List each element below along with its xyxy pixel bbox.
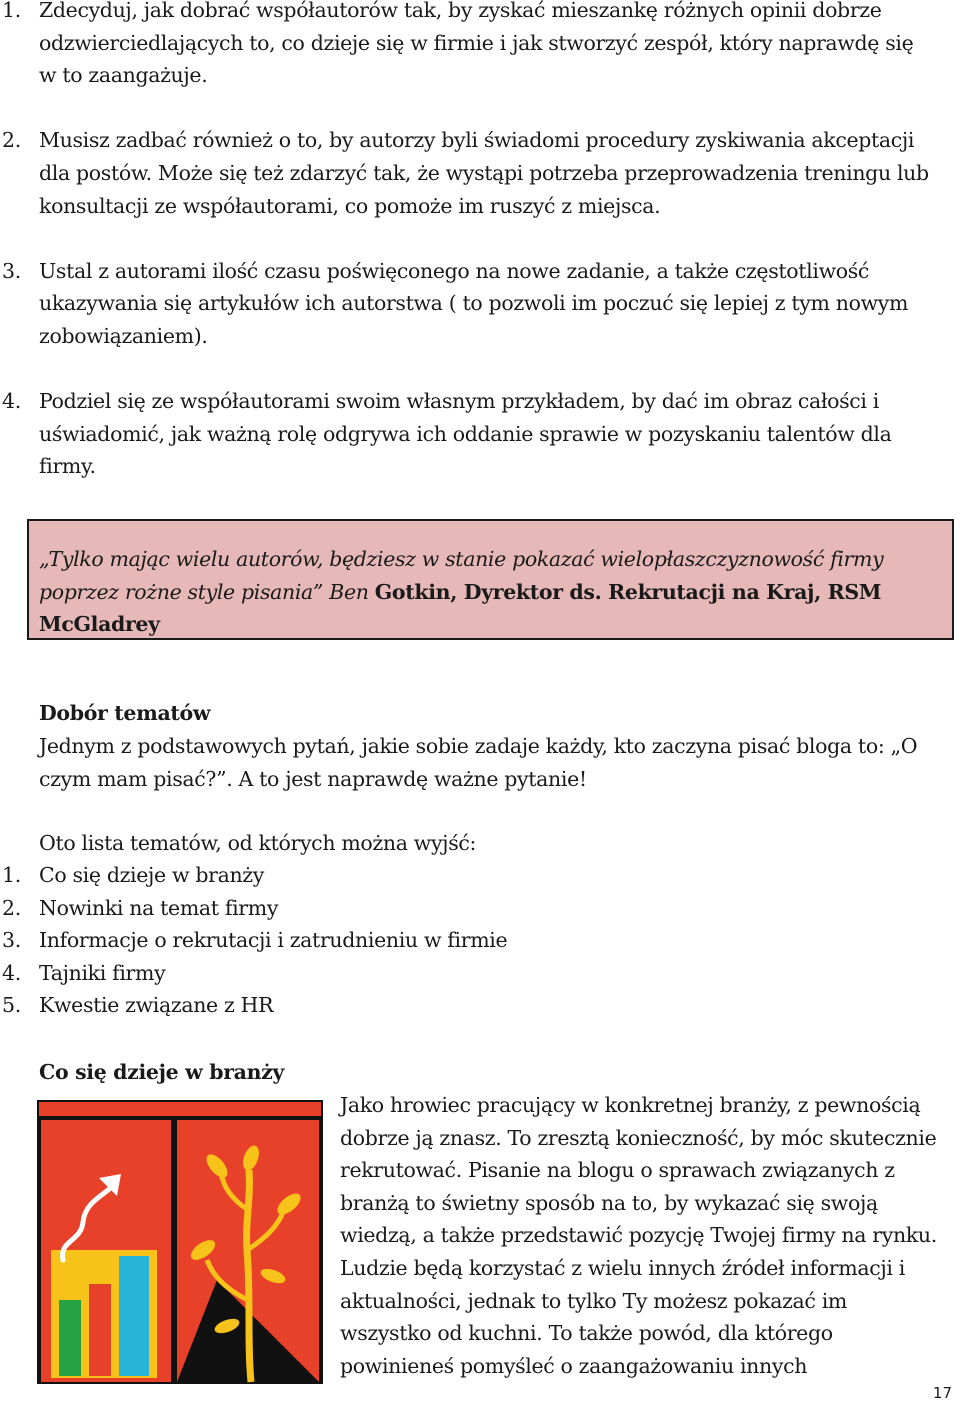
topic-item <box>0 924 945 957</box>
step-line: Ustal z autorami ilość czasu poświęconego na nowe zadanie, a także częstotliwość <box>39 258 870 283</box>
topic-item <box>0 892 945 925</box>
topic-number: 1. <box>2 863 21 887</box>
step-item-1 <box>0 0 945 92</box>
industry-line: wszystko od kuchni. To także powód, dla którego <box>340 1321 833 1346</box>
step-line: Zdecyduj, jak dobrać współautorów tak, by zyskać mieszankę różnych opinii dobrze <box>39 0 882 22</box>
step-item-4 <box>0 385 945 483</box>
topic-number: 5. <box>2 993 21 1018</box>
step-number: 3. <box>2 258 21 283</box>
quote-box <box>27 519 954 640</box>
topic-item <box>0 989 945 1022</box>
topic-label: Informacje o rekrutacji i zatrudnieniu w firmie <box>39 928 508 953</box>
step-line: odzwierciedlających to, co dzieje się w firmie i jak stworzyć zespół, który naprawdę się <box>39 30 914 55</box>
step-line: w to zaangażuje. <box>39 63 208 88</box>
art-bar-red <box>89 1284 111 1376</box>
topics-intro-line: Jednym z podstawowych pytań, jakie sobie zadaje każdy, kto zaczyna pisać bloga to: „O <box>39 734 918 758</box>
topics-heading: Dobór tematów <box>39 701 211 725</box>
topics-list <box>0 859 945 1022</box>
topic-label: Nowinki na temat firmy <box>39 895 279 920</box>
quote-text <box>39 543 939 641</box>
industry-line: aktualności, jednak to tylko Ty możesz pokazać im <box>340 1288 848 1313</box>
step-line: dla postów. Może się też zdarzyć tak, że wystąpi potrzeba przeprowadzenia treningu lub <box>39 160 929 185</box>
quote-author-company: McGladrey <box>39 612 160 637</box>
page-number: 17 <box>932 1384 952 1402</box>
industry-line: wiedzą, a także przedstawić pozycję Twojej firmy na rynku. <box>340 1223 937 1248</box>
industry-text <box>340 1089 955 1382</box>
step-line: konsultacji ze współautorami, co pomoże im ruszyć z miejsca. <box>39 193 661 218</box>
steps-list <box>0 0 945 516</box>
topic-number: 2. <box>2 895 21 920</box>
topics-list-intro: Oto lista tematów, od których można wyjść: <box>39 831 477 855</box>
growth-illustration <box>37 1100 323 1384</box>
step-line: Musisz zadbać również o to, by autorzy byli świadomi procedury zyskiwania akceptacji <box>39 128 915 153</box>
art-top-band <box>39 1102 321 1116</box>
topic-number: 4. <box>2 960 21 985</box>
industry-heading: Co się dzieje w branży <box>39 1060 284 1084</box>
step-line: firmy. <box>39 454 96 479</box>
topic-label: Kwestie związane z HR <box>39 993 274 1018</box>
step-number: 4. <box>2 389 21 414</box>
industry-line: dobrze ją znasz. To zresztą konieczność, by móc skutecznie <box>340 1125 937 1150</box>
step-line: zobowiązaniem). <box>39 323 208 348</box>
industry-line: Ludzie będą korzystać z wielu innych źródeł informacji i <box>340 1255 905 1280</box>
step-line: ukazywania się artykułów ich autorstwa ( to pozwoli im poczuć się lepiej z tym nowym <box>39 291 909 316</box>
step-line: Podziel się ze współautorami swoim własnym przykładem, by dać im obraz całości i <box>39 389 879 414</box>
step-number: 1. <box>2 0 21 22</box>
quote-author: Gotkin, Dyrektor ds. Rekrutacji na Kraj, RSM <box>374 579 882 604</box>
quote-italic-line-1: „Tylko mając wielu autorów, będziesz w stanie pokazać wielopłaszczyznowość firmy <box>39 547 884 571</box>
topic-number: 3. <box>2 928 21 953</box>
art-tree-trunk <box>247 1170 251 1382</box>
art-bar-green <box>59 1300 81 1376</box>
topics-intro <box>39 730 939 795</box>
step-number: 2. <box>2 128 21 153</box>
industry-line: Jako hrowiec pracujący w konkretnej branży, z pewnością <box>340 1093 921 1117</box>
step-item-2 <box>0 124 945 222</box>
topic-label: Co się dzieje w branży <box>39 863 264 887</box>
topics-intro-line: czym mam pisać?”. A to jest naprawdę ważne pytanie! <box>39 766 587 791</box>
industry-line: powinieneś pomyśleć o zaangażowaniu innych <box>340 1353 808 1378</box>
quote-italic-line-2: poprzez rożne style pisania” Ben <box>39 579 375 604</box>
topic-item <box>0 957 945 990</box>
topic-label: Tajniki firmy <box>39 960 166 985</box>
step-line: uświadomić, jak ważną rolę odgrywa ich oddanie sprawie w pozyskaniu talentów dla <box>39 421 892 446</box>
industry-line: branżą to świetny sposób na to, by wykazać się swoją <box>340 1190 878 1215</box>
industry-line: rekrutować. Pisanie na blogu o sprawach związanych z <box>340 1158 895 1183</box>
art-bar-cyan <box>119 1256 149 1376</box>
step-item-3 <box>0 255 945 353</box>
topic-item <box>0 859 945 892</box>
